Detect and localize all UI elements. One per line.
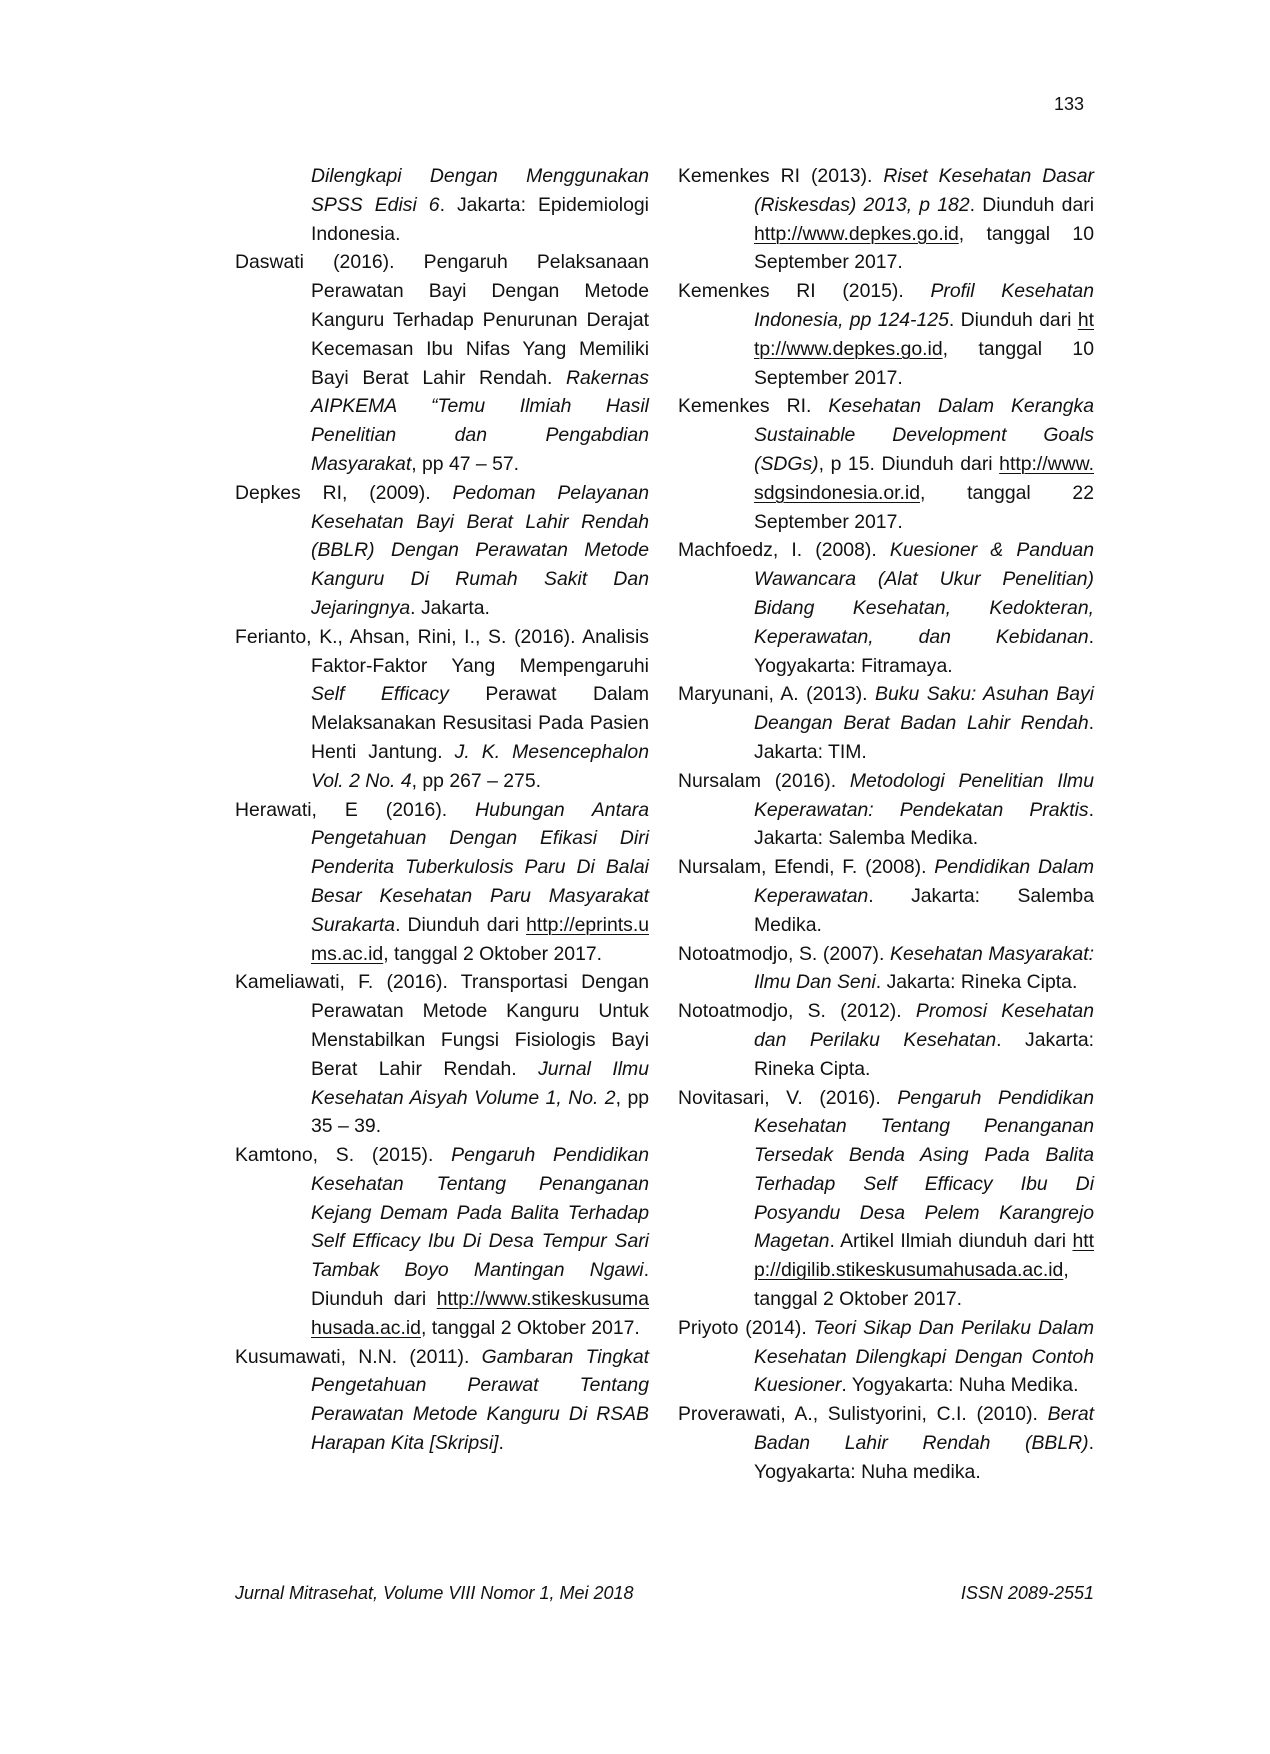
reference-title: Pengaruh Pendidikan Kesehatan Tentang Penanganan Kejang Demam Pada Balita Terhadap Self Efficacy Ibu Di Desa Tempur Sari Tambak Boyo Mantingan Ngawi [311, 1144, 649, 1282]
reference-text: Novitasari, V. (2016). [678, 1086, 898, 1109]
reference-entry [678, 853, 1094, 939]
reference-text: Nursalam (2016). [678, 769, 850, 792]
reference-text: Maryunani, A. (2013). [678, 683, 876, 706]
reference-text: . Diunduh dari [395, 913, 527, 936]
reference-entry [678, 767, 1094, 853]
reference-text: Depkes RI, (2009). [235, 481, 453, 504]
reference-text: Kusumawati, N.N. (2011). [235, 1345, 482, 1368]
reference-text: Kameliawati, F. (2016). Transportasi Dengan Perawatan Metode Kanguru Untuk Menstabilkan Fungsi Fisiologis Bayi Berat Lahir Rendah. [235, 971, 649, 1080]
reference-title: Gambaran Tingkat Pengetahuan Perawat Tentang Perawatan Metode Kanguru Di RSAB Harapan Kita [Skripsi] [311, 1345, 649, 1455]
reference-title: Berat Badan Lahir Rendah (BBLR) [754, 1403, 1094, 1455]
reference-text: , tanggal 2 Oktober 2017. [420, 1316, 640, 1339]
reference-entry [678, 1314, 1094, 1400]
reference-title: Kesehatan Dalam Kerangka Sustainable Development Goals (SDGs) [754, 395, 1094, 475]
reference-title: Promosi Kesehatan dan Perilaku Kesehatan [754, 1000, 1094, 1051]
reference-text: Machfoedz, I. (2008). [678, 539, 890, 562]
reference-entry [678, 997, 1094, 1083]
reference-text: . Artikel Ilmiah diunduh dari [829, 1230, 1073, 1253]
reference-entry [235, 796, 649, 969]
reference-text: , pp 35 – 39. [311, 1086, 650, 1138]
reference-text: , tanggal 2 Oktober 2017. [383, 942, 603, 965]
reference-text: . Jakarta: Rineka Cipta. [875, 971, 1078, 994]
reference-title: Pedoman Pelayanan Kesehatan Bayi Berat Lahir Rendah (BBLR) Dengan Perawatan Metode Kanguru Di Rumah Sakit Dan Jejaringnya [311, 481, 649, 619]
references-right-column [678, 162, 1094, 1487]
reference-entry [235, 623, 649, 796]
reference-url-link[interactable]: http://www.depkes.go.id [754, 222, 959, 245]
reference-text: . Diunduh dari [969, 193, 1094, 216]
reference-entry [678, 1400, 1094, 1486]
reference-entry [235, 1343, 649, 1458]
reference-text: , tanggal 2 Oktober 2017. [754, 1259, 1069, 1311]
reference-url-link[interactable]: http://digilib.stikeskusumahusada.ac.id [754, 1230, 1094, 1282]
reference-title: Jurnal Ilmu Kesehatan Aisyah Volume 1, No. 2 [311, 1057, 649, 1109]
reference-entry [678, 940, 1094, 998]
reference-text: . [498, 1432, 504, 1455]
reference-text: Priyoto (2014). [678, 1316, 814, 1339]
reference-text: . Jakarta: Salemba Medika. [754, 798, 1094, 850]
reference-title: Kuesioner & Panduan Wawancara (Alat Ukur Penelitian) Bidang Kesehatan, Kedokteran, Keperawatan, dan Kebidanan [754, 539, 1094, 648]
reference-entry [235, 479, 649, 623]
journal-footer: Jurnal Mitrasehat, Volume VIII Nomor 1, Mei 2018 [235, 1583, 634, 1603]
reference-title: Kesehatan Masyarakat: Ilmu Dan Seni [754, 942, 1094, 994]
reference-entry [678, 536, 1094, 680]
reference-text: , pp 47 – 57. [411, 452, 520, 475]
reference-url-link[interactable]: http://www.stikeskusumahusada.ac.id [311, 1288, 649, 1339]
reference-title: Teori Sikap Dan Perilaku Dalam Kesehatan Dilengkapi Dengan Contoh Kuesioner [754, 1316, 1094, 1397]
reference-text: Notoatmodjo, S. (2012). [678, 1000, 916, 1023]
reference-title: Riset Kesehatan Dasar (Riskesdas) 2013, p 182 [754, 165, 1094, 216]
reference-text: , p 15. Diunduh dari [818, 452, 1000, 475]
reference-text: , tanggal 10 September 2017. [754, 222, 1094, 274]
reference-text: . Diunduh dari [311, 1259, 649, 1311]
reference-entry [235, 968, 649, 1141]
reference-entry [235, 1141, 649, 1343]
reference-text: . Jakarta: Salemba Medika. [754, 884, 1094, 936]
reference-text: Daswati (2016). Pengaruh Pelaksanaan Perawatan Bayi Dengan Metode Kanguru Terhadap Penurunan Derajat Kecemasan Ibu Nifas Yang Memiliki Bayi Berat Lahir Rendah. [235, 251, 649, 389]
reference-text: Ferianto, K., Ahsan, Rini, I., S. (2016). Analisis Faktor-Faktor Yang Mempengaruhi [235, 625, 649, 677]
reference-text: , tanggal 10 September 2017. [754, 337, 1094, 389]
references-left-column [235, 162, 649, 1458]
reference-title: J. K. Mesencephalon Vol. 2 No. 4 [311, 740, 649, 792]
reference-title: Pendidikan Dalam Keperawatan [754, 856, 1095, 907]
reference-entry [235, 248, 649, 478]
issn-footer: ISSN 2089-2551 [960, 1583, 1094, 1603]
reference-url-link[interactable]: http://www.depkes.go.id [754, 308, 1094, 360]
reference-text: Herawati, E (2016). [235, 798, 476, 821]
reference-text: . Jakarta: Rineka Cipta. [754, 1028, 1095, 1080]
reference-title: Self Efficacy [311, 683, 449, 706]
reference-entry [678, 392, 1094, 536]
reference-entry [678, 277, 1094, 392]
reference-title: Buku Saku: Asuhan Bayi Deangan Berat Badan Lahir Rendah [754, 683, 1094, 735]
reference-text: , pp 267 – 275. [411, 769, 541, 792]
reference-text: . Jakarta. [410, 596, 490, 619]
reference-title: Hubungan Antara Pengetahuan Dengan Efikasi Diri Penderita Tuberkulosis Paru Di Balai Besar Kesehatan Paru Masyarakat Surakarta [311, 798, 649, 936]
reference-title: Profil Kesehatan Indonesia, pp 124-125 [754, 280, 1094, 331]
reference-text: , tanggal 22 September 2017. [754, 481, 1094, 533]
reference-title: Metodologi Penelitian Ilmu Keperawatan: Pendekatan Praktis [754, 769, 1094, 821]
reference-text: . Diunduh dari [948, 308, 1078, 331]
reference-text: Proverawati, A., Sulistyorini, C.I. (2010). [678, 1403, 1048, 1426]
reference-entry [678, 1084, 1094, 1314]
reference-text: Kemenkes RI (2015). [678, 280, 931, 303]
reference-title: Dilengkapi Dengan Menggunakan SPSS Edisi 6 [311, 165, 649, 216]
reference-title: Rakernas AIPKEMA “Temu Ilmiah Hasil Penelitian dan Pengabdian Masyarakat [311, 366, 649, 475]
page-number: 133 [1053, 94, 1084, 114]
reference-text: Kamtono, S. (2015). [235, 1144, 452, 1167]
reference-text: . Yogyakarta: Nuha medika. [754, 1432, 1094, 1483]
reference-text: Kemenkes RI. [678, 395, 829, 418]
reference-title: Pengaruh Pendidikan Kesehatan Tentang Penanganan Tersedak Benda Asing Pada Balita Terhadap Self Efficacy Ibu Di Posyandu Desa Pelem Karangrejo Magetan [754, 1086, 1094, 1253]
reference-text: Perawat Dalam Melaksanakan Resusitasi Pada Pasien Henti Jantung. [311, 683, 649, 763]
reference-text: . Yogyakarta: Fitramaya. [754, 625, 1094, 677]
reference-text: . Yogyakarta: Nuha Medika. [841, 1374, 1079, 1397]
reference-url-link[interactable]: http://eprints.ums.ac.id [311, 913, 649, 965]
reference-text: Kemenkes RI (2013). [678, 165, 884, 187]
reference-entry [678, 162, 1094, 277]
reference-entry [678, 680, 1094, 766]
reference-text: Notoatmodjo, S. (2007). [678, 942, 891, 965]
reference-text: Nursalam, Efendi, F. (2008). [678, 856, 935, 879]
reference-text: . Jakarta: TIM. [754, 712, 1094, 763]
reference-entry-continued [235, 162, 649, 248]
reference-url-link[interactable]: http://www.sdgsindonesia.or.id [754, 452, 1094, 504]
reference-text: . Jakarta: Epidemiologi Indonesia. [311, 193, 649, 245]
